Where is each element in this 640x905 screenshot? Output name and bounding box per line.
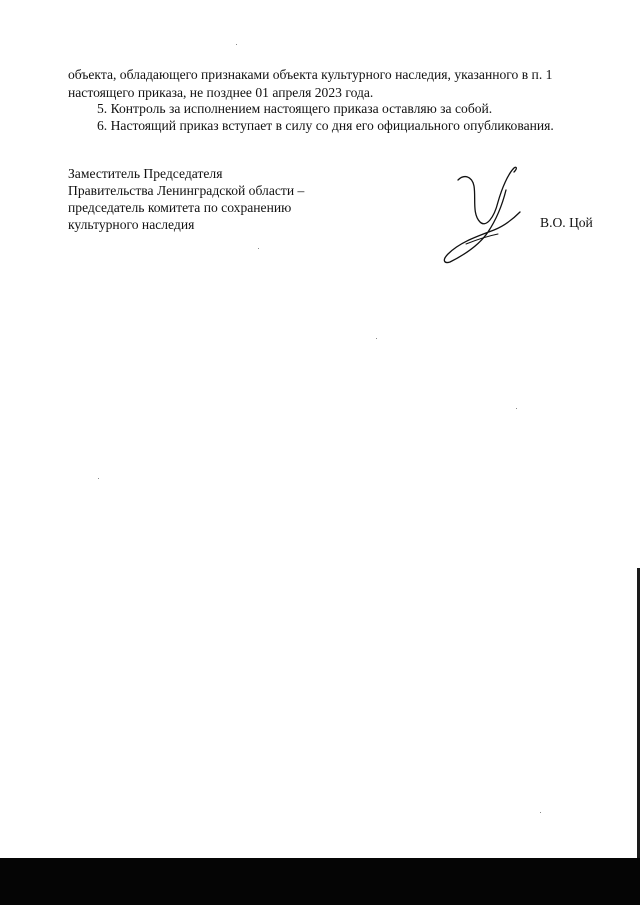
scan-speck bbox=[236, 44, 237, 45]
paragraph-line: настоящего приказа, не позднее 01 апреля 2023 года. bbox=[68, 85, 374, 100]
signatory-title-line: культурного наследия bbox=[68, 217, 195, 232]
paragraph-line: объекта, обладающего признаками объекта культурного наследия, указанного в п. 1 bbox=[68, 67, 553, 82]
signatory-title-line: Заместитель Председателя bbox=[68, 166, 223, 181]
scan-speck bbox=[540, 812, 541, 813]
scan-speck bbox=[98, 478, 99, 479]
signatory-name: В.О. Цой bbox=[540, 215, 593, 230]
clause-5: 5. Контроль за исполнением настоящего приказа оставляю за собой. bbox=[97, 101, 493, 116]
scan-bottom-border bbox=[0, 858, 640, 905]
signatory-title bbox=[68, 165, 304, 233]
clause-6: 6. Настоящий приказ вступает в силу со дня его официального опубликования. bbox=[97, 118, 554, 133]
signatory-title-line: председатель комитета по сохранению bbox=[68, 200, 292, 215]
handwritten-signature bbox=[436, 162, 526, 266]
scan-speck bbox=[516, 408, 517, 409]
signatory-title-line: Правительства Ленинградской области – bbox=[68, 183, 305, 198]
scan-speck bbox=[376, 338, 377, 339]
scan-speck bbox=[258, 248, 259, 249]
